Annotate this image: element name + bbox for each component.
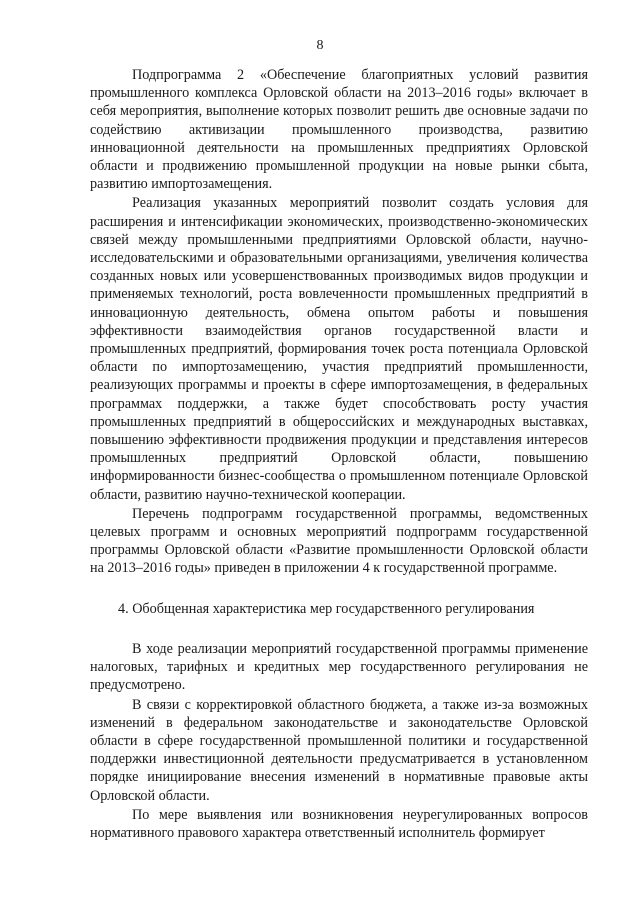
document-body bbox=[90, 66, 588, 842]
paragraph-subprogram-2: Подпрограмма 2 «Обеспечение благоприятных условий развития промышленного комплекса Орловской области на 2013–2016 годы» включает в себя мероприятия, выполнение которых позволит решить две основные задачи по содействию активизации промышленного производства, развитию инновационной деятельности на промышленных предприятиях Орловской области и продвижению промышленной продукции на новые рынки сбыта, развитию импортозамещения. bbox=[90, 67, 588, 193]
paragraph-tax-measures: В ходе реализации мероприятий государственной программы применение налоговых, тарифных и кредитных мер государственного регулирования не предусмотрено. bbox=[90, 640, 588, 694]
paragraph-implementation: Реализация указанных мероприятий позволит создать условия для расширения и интенсификации экономических, производственно-экономических связей между промышленными предприятиями Орловской области, научно-исследовательскими и образовательными организациями, увеличения количества созданных новых или усовершенствованных производимых видов продукции и применяемых технологий, роста вовлеченности промышленных предприятий в инновационную деятельность, обмена опытом работы и повышения эффективности взаимодействия органов государственной власти и промышленных предприятий, формирования точек роста потенциала Орловской области по импортозамещению, участия предприятий промышленности, реализующих программы и проекты в сфере импортозамещения, в федеральных программах поддержки, а также будет способствовать росту участия промышленных предприятий в общероссийских и международных выставках, повышению эффективности продвижения продукции и представления интересов промышленных предприятий Орловской области, повышению информированности бизнес-сообщества о промышленном потенциале Орловской области, развитию научно-технической кооперации. bbox=[90, 195, 588, 503]
paragraph-budget-adjustment: В связи с корректировкой областного бюджета, а также из-за возможных изменений в федеральном законодательстве и законодательстве Орловской области в сфере государственной промышленной политики и государственной поддержки инвестиционной деятельности предусматривается в установленном порядке инициирование внесения изменений в нормативные правовые акты Орловской области. bbox=[90, 696, 588, 804]
paragraph-subprogram-list: Перечень подпрограмм государственной программы, ведомственных целевых программ и основных мероприятий подпрограмм государственной программы Орловской области «Развитие промышленности Орловской области на 2013–2016 годы» приведен в приложении 4 к государственной программе. bbox=[90, 505, 588, 577]
page-number: 8 bbox=[316, 38, 324, 53]
section-heading: 4. Обобщенная характеристика мер государственного регулирования bbox=[118, 600, 535, 617]
paragraph-unregulated-issues: По мере выявления или возникновения неурегулированных вопросов нормативного правового характера ответственный исполнитель формирует bbox=[90, 806, 588, 841]
